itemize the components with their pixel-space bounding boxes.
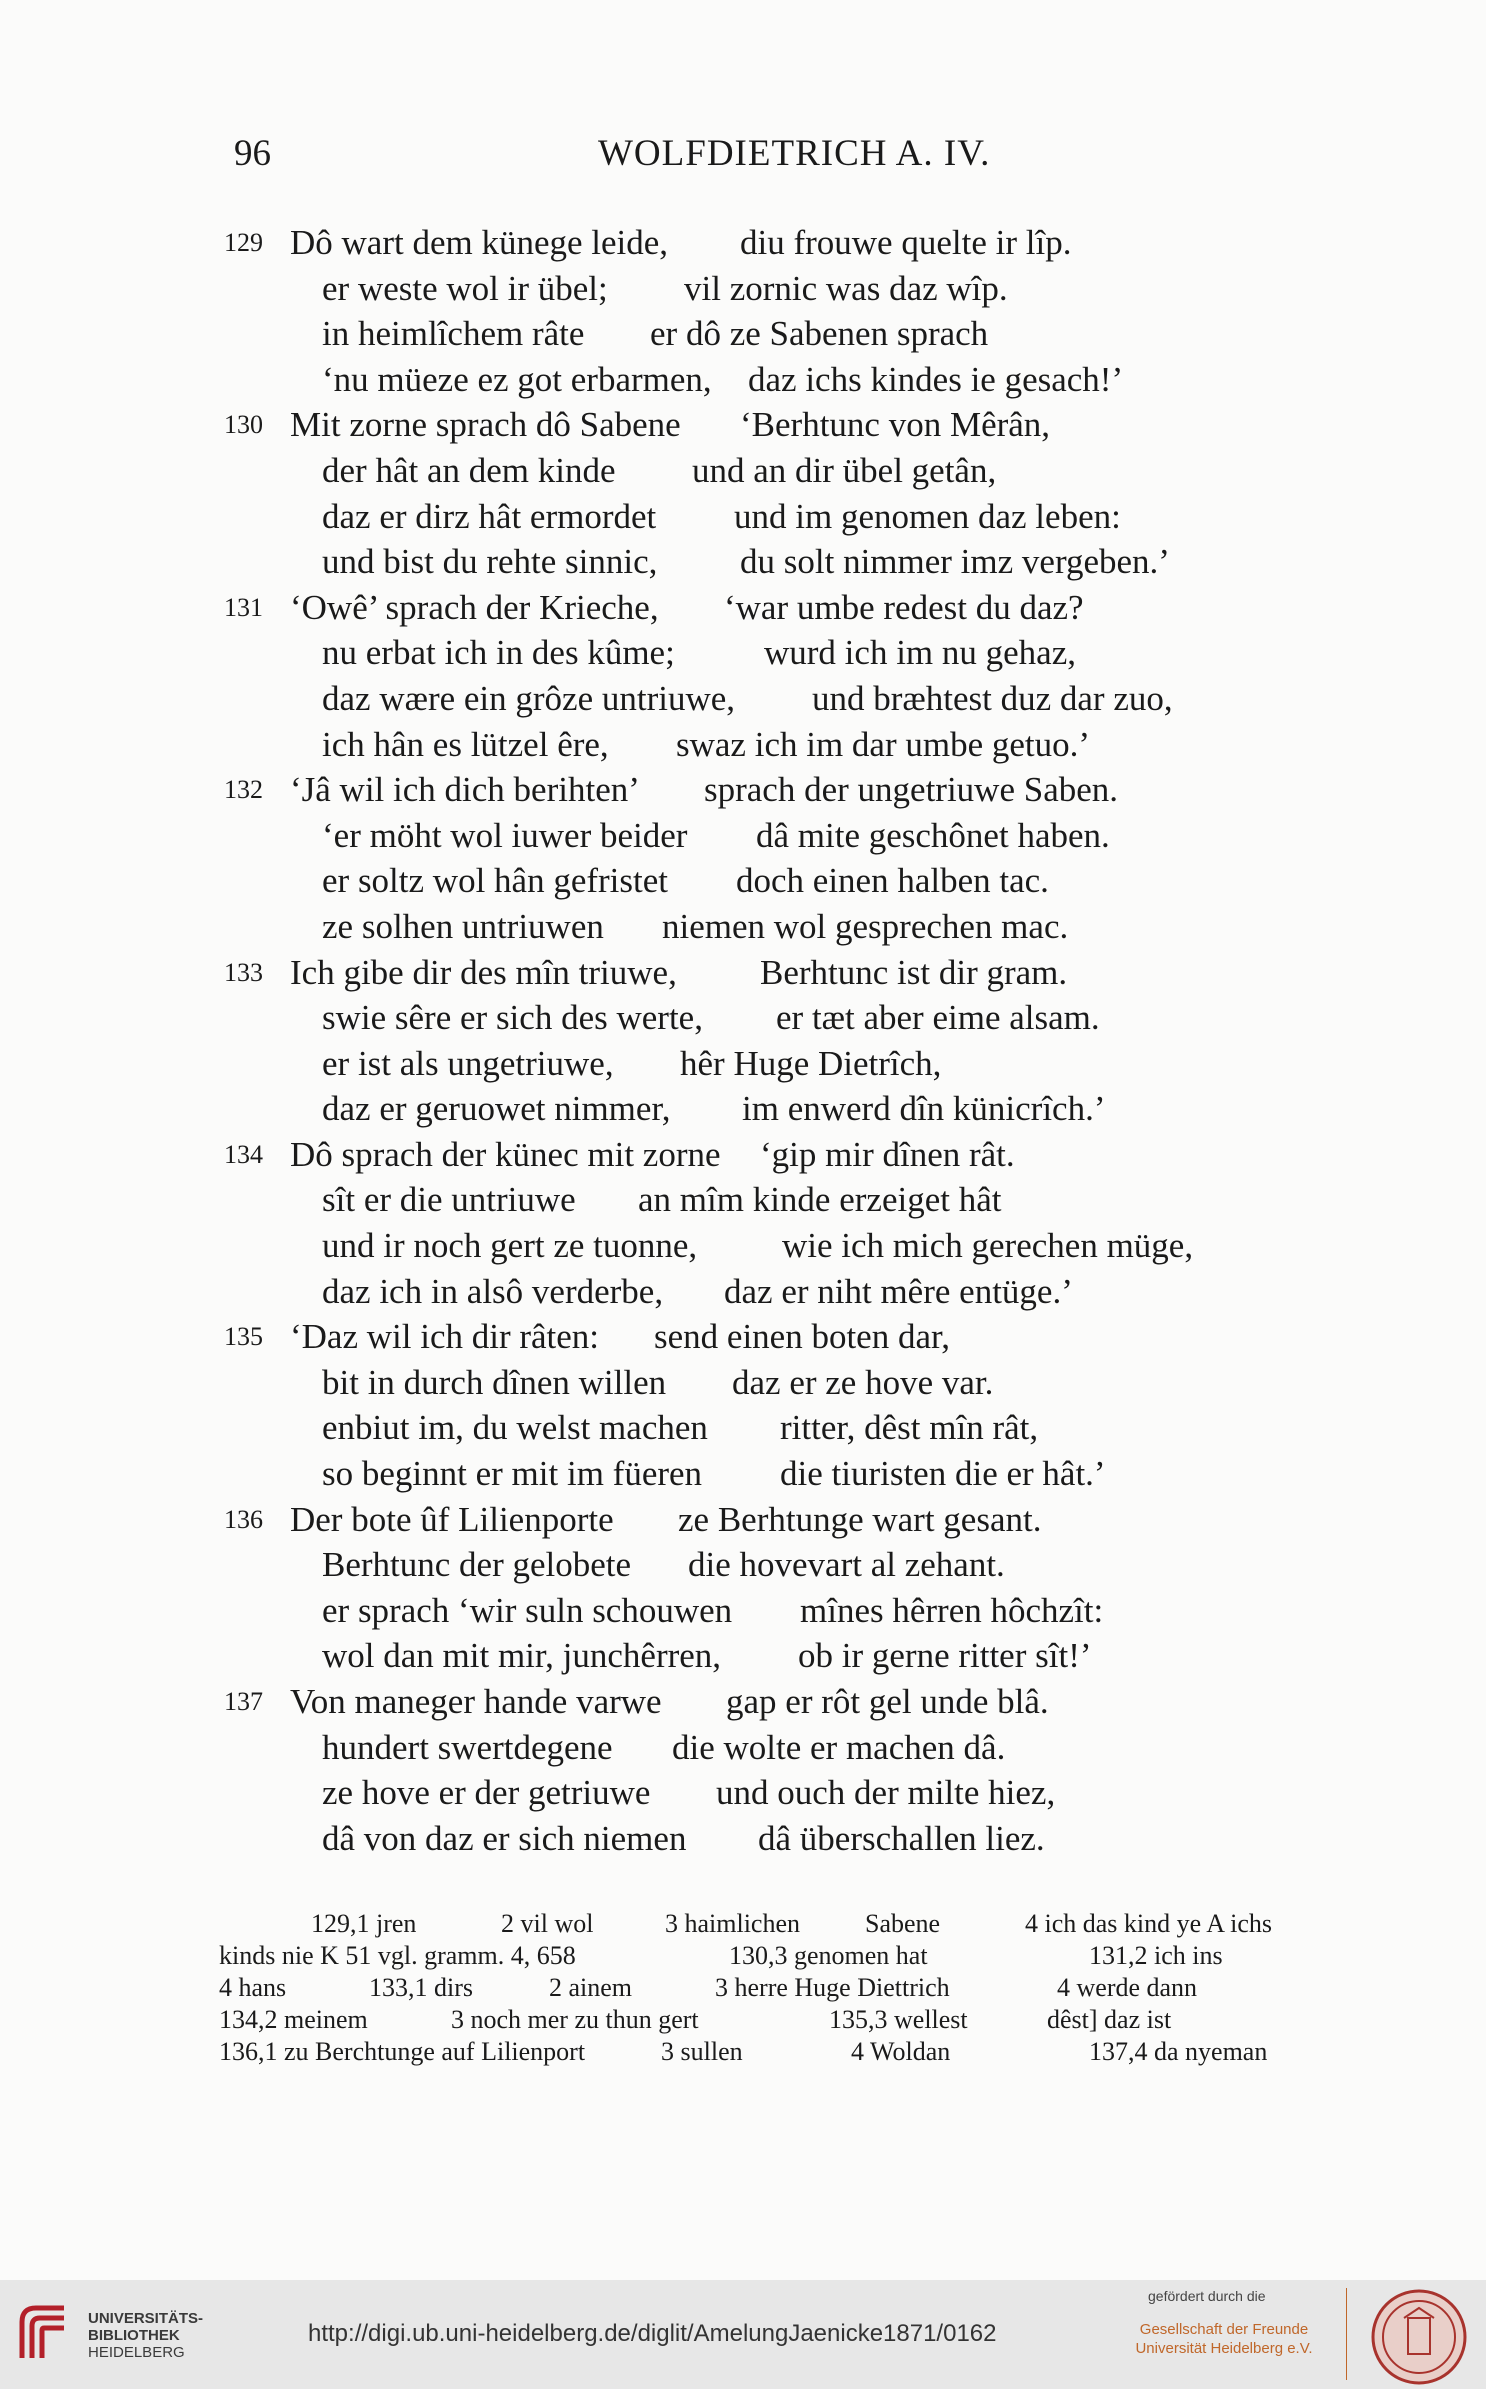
second-half-line: ‘war umbe redest du daz?	[724, 587, 1084, 627]
note-entry: 130,3 genomen hat	[729, 1941, 928, 1970]
second-half-line: mînes hêrren hôchzît:	[800, 1590, 1104, 1630]
verse-line	[0, 950, 1486, 996]
second-half-line: ob ir gerne ritter sît!’	[798, 1636, 1092, 1676]
note-entry: 133,1 dirs	[369, 1973, 473, 2002]
note-line	[219, 1940, 1329, 1972]
note-line	[219, 2004, 1329, 2036]
second-half-line: ritter, dêst mîn rât,	[780, 1408, 1039, 1448]
stanza-number: 136	[224, 1504, 263, 1534]
note-entry: 129,1 jren	[311, 1909, 417, 1938]
stanza-number: 131	[224, 592, 263, 622]
second-half-line: die tiuristen die er hât.’	[780, 1454, 1106, 1494]
stanza-number: 133	[224, 957, 263, 987]
verse-line	[0, 1269, 1486, 1315]
verse-line	[0, 494, 1486, 540]
note-entry: 136,1 zu Berchtunge auf Lilienport	[219, 2037, 586, 2066]
first-half-line: Ich gibe dir des mîn triuwe,	[290, 952, 677, 992]
first-half-line: nu erbat ich in des kûme;	[322, 633, 675, 673]
second-half-line: und bræhtest duz dar zuo,	[812, 678, 1173, 718]
first-half-line: und bist du rehte sinnic,	[322, 542, 658, 582]
note-entry: 2 vil wol	[501, 1909, 594, 1938]
first-half-line: ze solhen untriuwen	[322, 906, 604, 946]
verse-line	[0, 1542, 1486, 1588]
first-half-line: und ir noch gert ze tuonne,	[322, 1226, 698, 1266]
verse-line	[0, 1041, 1486, 1087]
first-half-line: ‘Daz wil ich dir râten:	[290, 1317, 600, 1357]
second-half-line: und ouch der milte hiez,	[716, 1773, 1056, 1813]
second-half-line: send einen boten dar,	[654, 1317, 950, 1357]
first-half-line: ‘Owê’ sprach der Krieche,	[290, 587, 659, 627]
note-entry: Sabene	[865, 1909, 941, 1938]
library-name: UNIVERSITÄTS- BIBLIOTHEK HEIDELBERG	[88, 2310, 204, 2361]
first-half-line: Dô sprach der künec mit zorne	[290, 1134, 721, 1174]
stanza-number: 137	[224, 1687, 263, 1716]
stanza-number: 134	[224, 1139, 263, 1169]
second-half-line: wurd ich im nu gehaz,	[764, 633, 1076, 673]
second-half-line: gap er rôt gel unde blâ.	[726, 1682, 1049, 1721]
verse-line	[0, 1588, 1486, 1634]
first-half-line: swie sêre er sich des werte,	[322, 998, 703, 1038]
note-entry: 135,3 wellest	[829, 2005, 968, 2034]
second-half-line: ‘Berhtunc von Mêrân,	[740, 405, 1051, 445]
verse-line	[0, 1497, 1486, 1543]
note-entry: 4 Woldan	[851, 2037, 951, 2066]
permalink-url[interactable]: http://digi.ub.uni-heidelberg.de/diglit/AmelungJaenicke1871/0162	[308, 2320, 997, 2347]
first-half-line: Berhtunc der gelobete	[322, 1545, 632, 1585]
note-line	[219, 2036, 1329, 2068]
second-half-line: dâ mite geschônet haben.	[756, 815, 1110, 855]
second-half-line: daz er niht mêre entüge.’	[724, 1271, 1073, 1311]
second-half-line: doch einen halben tac.	[736, 861, 1049, 901]
first-half-line: Der bote ûf Lilienporte	[290, 1499, 614, 1539]
second-half-line: du solt nimmer imz vergeben.’	[740, 542, 1170, 582]
first-half-line: daz er dirz hât ermordet	[322, 496, 657, 536]
poem-text	[0, 220, 1486, 1861]
second-half-line: vil zornic was daz wîp.	[684, 268, 1008, 308]
first-half-line: er weste wol ir übel;	[322, 268, 608, 308]
verse-line	[0, 858, 1486, 904]
footer-divider	[1346, 2288, 1347, 2380]
verse-line	[0, 1451, 1486, 1497]
first-half-line: er soltz wol hân gefristet	[322, 861, 669, 901]
society-name: Gesellschaft der Freunde Universität Heidelberg e.V.	[1135, 2321, 1313, 2357]
second-half-line: er dô ze Sabenen sprach	[650, 314, 989, 354]
verse-line	[0, 813, 1486, 859]
verse-line	[0, 1679, 1486, 1725]
note-entry: 3 haimlichen	[665, 1909, 801, 1938]
first-half-line: Dô wart dem künege leide,	[290, 223, 669, 262]
verse-line	[0, 767, 1486, 813]
stanza-number: 135	[224, 1322, 263, 1352]
second-half-line: er tæt aber eime alsam.	[776, 998, 1100, 1038]
second-half-line: und im genomen daz leben:	[734, 496, 1121, 536]
verse-line	[0, 1633, 1486, 1679]
verse-line	[0, 630, 1486, 676]
verse-line	[0, 676, 1486, 722]
stanza-number: 130	[224, 410, 263, 440]
second-half-line: diu frouwe quelte ir lîp.	[740, 223, 1072, 262]
first-half-line: dâ von daz er sich niemen	[322, 1818, 687, 1858]
second-half-line: die hovevart al zehant.	[688, 1545, 1005, 1585]
running-title: WOLFDIETRICH A. IV.	[598, 133, 991, 174]
note-entry: 3 herre Huge Diettrich	[715, 1973, 950, 2002]
second-half-line: an mîm kinde erzeiget hât	[638, 1180, 1002, 1220]
first-half-line: Von maneger hande varwe	[290, 1682, 662, 1721]
verse-line	[0, 1177, 1486, 1223]
verse-line	[0, 311, 1486, 357]
verse-line	[0, 904, 1486, 950]
stanza-number: 132	[224, 775, 263, 805]
first-half-line: bit in durch dînen willen	[322, 1362, 667, 1402]
first-half-line: daz er geruowet nimmer,	[322, 1089, 671, 1129]
first-half-line: ich hân es lützel êre,	[322, 724, 609, 764]
verse-line	[0, 357, 1486, 403]
first-half-line: daz ich in alsô verderbe,	[322, 1271, 664, 1311]
note-entry: dêst] daz ist	[1047, 2005, 1172, 2034]
second-half-line: ‘gip mir dînen rât.	[760, 1134, 1015, 1174]
first-half-line: enbiut im, du welst machen	[322, 1408, 708, 1448]
second-half-line: swaz ich im dar umbe getuo.’	[676, 724, 1091, 764]
note-entry: 134,2 meinem	[219, 2005, 368, 2034]
first-half-line: Mit zorne sprach dô Sabene	[290, 405, 681, 445]
verse-line	[0, 1405, 1486, 1451]
second-half-line: im enwerd dîn künicrîch.’	[742, 1089, 1106, 1129]
verse-line	[0, 539, 1486, 585]
university-seal-icon	[1370, 2288, 1468, 2386]
verse-line	[0, 1816, 1486, 1862]
verse-line	[0, 585, 1486, 631]
second-half-line: sprach der ungetriuwe Saben.	[704, 770, 1119, 810]
page-number: 96	[234, 133, 271, 174]
second-half-line: ze Berhtunge wart gesant.	[678, 1499, 1042, 1539]
note-entry: 2 ainem	[549, 1973, 633, 2002]
second-half-line: und an dir übel getân,	[692, 450, 997, 490]
verse-line	[0, 1314, 1486, 1360]
stanza-number: 129	[224, 228, 263, 257]
verse-line	[0, 1725, 1486, 1771]
note-entry: 4 ich das kind ye A ichs	[1025, 1909, 1272, 1938]
first-half-line: daz wære ein grôze untriuwe,	[322, 678, 736, 718]
note-entry: 131,2 ich ins	[1089, 1941, 1223, 1970]
second-half-line: hêr Huge Dietrîch,	[680, 1043, 942, 1083]
second-half-line: die wolte er machen dâ.	[672, 1727, 1006, 1767]
first-half-line: sît er die untriuwe	[322, 1180, 576, 1220]
note-entry: 137,4 da nyeman	[1089, 2037, 1268, 2066]
first-half-line: wol dan mit mir, junchêrren,	[322, 1636, 722, 1676]
critical-apparatus	[219, 1908, 1329, 2068]
verse-line	[0, 402, 1486, 448]
verse-line	[0, 1223, 1486, 1269]
funded-by-text: gefördert durch die	[1148, 2288, 1266, 2304]
second-half-line: daz er ze hove var.	[732, 1362, 994, 1402]
first-half-line: ‘er möht wol iuwer beider	[322, 815, 688, 855]
note-line	[219, 1972, 1329, 2004]
verse-line	[0, 1360, 1486, 1406]
first-half-line: der hât an dem kinde	[322, 450, 616, 490]
first-half-line: hundert swertdegene	[322, 1727, 613, 1767]
first-half-line: er sprach ‘wir suln schouwen	[322, 1590, 733, 1630]
second-half-line: Berhtunc ist dir gram.	[760, 952, 1068, 992]
verse-line	[0, 1770, 1486, 1816]
first-half-line: so beginnt er mit im füeren	[322, 1454, 703, 1494]
second-half-line: dâ überschallen liez.	[758, 1818, 1045, 1858]
first-half-line: ‘nu müeze ez got erbarmen,	[322, 359, 712, 399]
second-half-line: wie ich mich gerechen müge,	[782, 1226, 1194, 1266]
verse-line	[0, 1132, 1486, 1178]
first-half-line: er ist als ungetriuwe,	[322, 1043, 614, 1083]
second-half-line: niemen wol gesprechen mac.	[662, 906, 1069, 946]
verse-line	[0, 448, 1486, 494]
note-line	[219, 1908, 1329, 1940]
note-entry: kinds nie K 51 vgl. gramm. 4, 658	[219, 1941, 576, 1970]
verse-line	[0, 1086, 1486, 1132]
footer-bar	[0, 2280, 1486, 2389]
library-logo-icon	[14, 2300, 80, 2366]
verse-line	[0, 220, 1486, 266]
page-header	[0, 132, 1486, 182]
verse-line	[0, 722, 1486, 768]
second-half-line: daz ichs kindes ie gesach!’	[748, 359, 1124, 399]
verse-line	[0, 995, 1486, 1041]
first-half-line: in heimlîchem râte	[322, 314, 585, 354]
note-entry: 3 noch mer zu thun gert	[451, 2005, 699, 2034]
verse-line	[0, 266, 1486, 312]
note-entry: 3 sullen	[661, 2037, 743, 2066]
note-entry: 4 werde dann	[1057, 1973, 1198, 2002]
first-half-line: ze hove er der getriuwe	[322, 1773, 651, 1813]
first-half-line: ‘Jâ wil ich dich berihten’	[290, 770, 640, 810]
note-entry: 4 hans	[219, 1973, 287, 2002]
